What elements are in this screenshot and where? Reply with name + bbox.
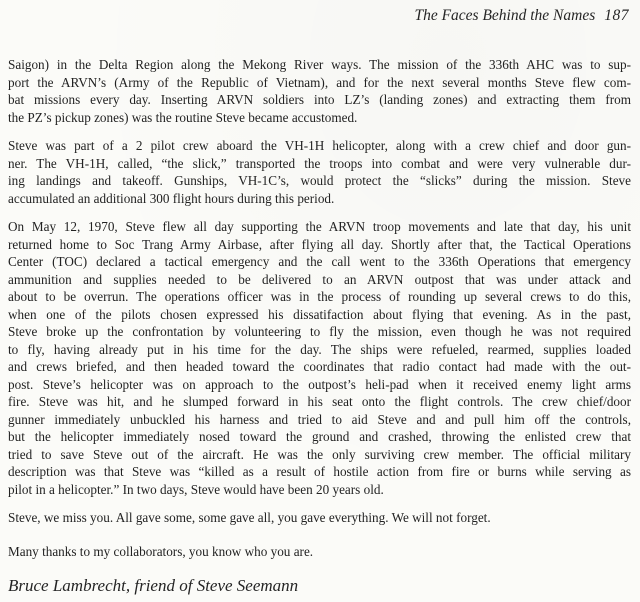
- text-line: Many thanks to my collaborators, you know who you are.: [8, 543, 314, 559]
- text-line: and crews briefed, and then headed toward the coordinates that radio contact had made with the out-: [8, 359, 631, 374]
- page-number: 187: [604, 7, 629, 24]
- running-header: [8, 7, 631, 25]
- text-line: post. Steve’s helicopter was on approach to the outpost’s heli-pad when it received enemy light arms: [8, 376, 631, 392]
- text-line: fire. Steve was hit, and he slumped forward in his seat onto the flight controls. The crew chief/door: [8, 394, 631, 409]
- text-line: when one of the pilots chosen expressed his dissatifaction about flying that evening. As in the past,: [8, 306, 631, 322]
- text-line: description was that Steve was “killed as a result of hostile action from fire or burns while serving as: [8, 464, 631, 479]
- text-line: Center (TOC) declared a tactical emergency and the call went to the 336th Operations that emergency: [8, 254, 631, 269]
- text-line: Saigon) in the Delta Region along the Mekong River ways. The mission of the 336th AHC was to sup-: [8, 57, 631, 72]
- paragraph: [8, 137, 631, 207]
- text-line: Steve, we miss you. All gave some, some gave all, you gave everything. We will not forget.: [8, 510, 491, 525]
- paragraph: [8, 509, 631, 527]
- text-line: but the helicopter immediately nosed toward the ground and crashed, throwing the enlisted crew that: [8, 429, 631, 444]
- text-line: Steve was part of a 2 pilot crew aboard the VH-1H helicopter, along with a crew chief and door gun-: [8, 138, 631, 153]
- text-line: ammunition and supplies needed to be delivered to an ARVN outpost that was under attack and: [8, 271, 631, 287]
- text-line: the PZ’s pickup zones) was the routine Steve became accustomed.: [8, 109, 358, 125]
- paragraph: [8, 543, 631, 561]
- text-line: accumulated an additional 300 flight hours during this period.: [8, 190, 335, 206]
- text-line: ing landings and takeoff. Gunships, VH-1C’s, would protect the “slicks” during the mission. Steve: [8, 173, 631, 188]
- text-line: ner. The VH-1H, called, “the slick,” transported the troops into combat and were very vulnerable dur-: [8, 155, 631, 171]
- text-line: gunner immediately unbuckled his harness and tried to aid Steve and and pull him off the controls,: [8, 411, 631, 427]
- text-line: port the ARVN’s (Army of the Republic of Vietnam), and for the next several months Steve flew com-: [8, 74, 631, 90]
- text-line: about to be overrun. The operations officer was in the process of rounding up several crews to do this,: [8, 289, 631, 304]
- paragraph: [8, 56, 631, 126]
- text-body: [8, 56, 631, 560]
- author-signature: Bruce Lambrecht, friend of Steve Seemann: [8, 576, 299, 595]
- text-line: tried to save Steve out of the aircraft. He was the only surviving crew member. The official military: [8, 446, 631, 462]
- text-line: Steve broke up the confrontation by volunteering to fly the mission, even though he was not required: [8, 324, 631, 339]
- text-line: pilot in a helicopter.” In two days, Steve would have been 20 years old.: [8, 481, 384, 497]
- page-header-title: The Faces Behind the Names: [414, 7, 596, 24]
- text-line: to fly, having already put in his time for the day. The ships were refueled, rearmed, supplies loaded: [8, 341, 631, 357]
- text-line: returned home to Soc Trang Army Airbase, after flying all day. Shortly after that, the Tactical Operations: [8, 236, 631, 252]
- text-line: bat missions every day. Inserting ARVN soldiers into LZ’s (landing zones) and extracting them from: [8, 92, 631, 107]
- text-line: On May 12, 1970, Steve flew all day supporting the ARVN troop movements and late that day, his unit: [8, 219, 631, 234]
- paragraph: [8, 218, 631, 498]
